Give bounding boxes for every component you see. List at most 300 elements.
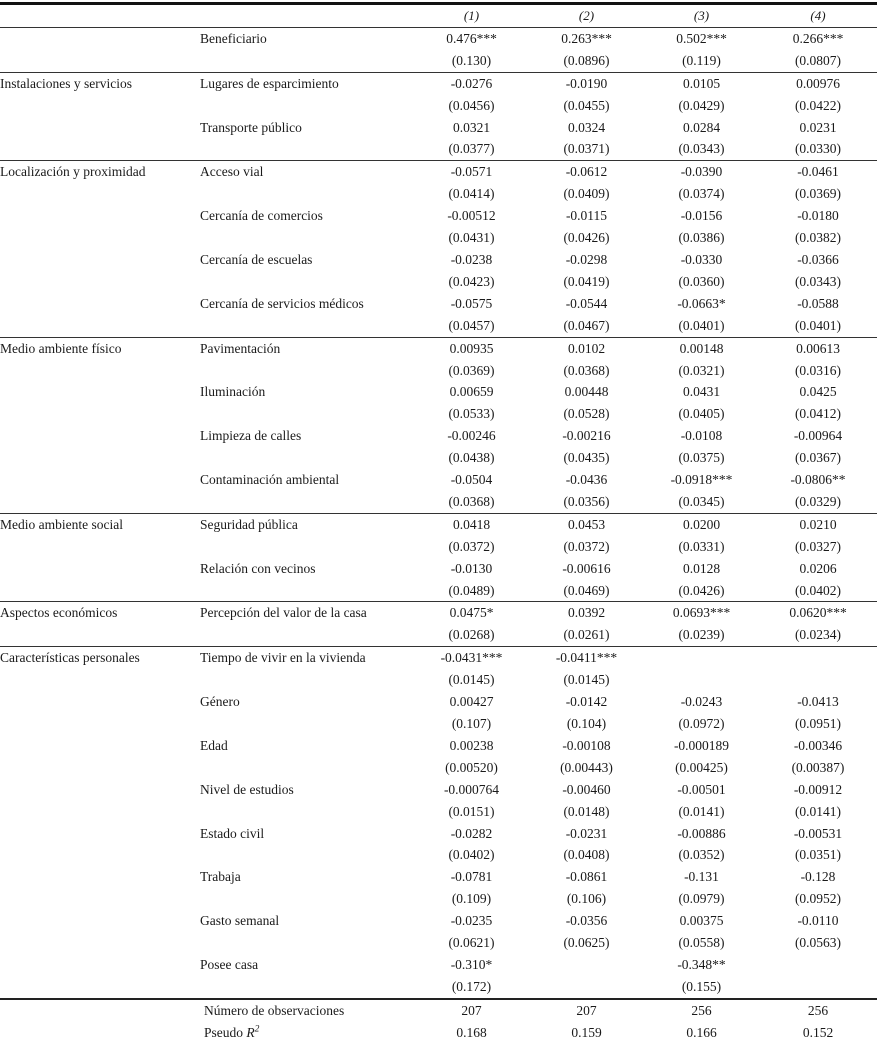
se-cell <box>644 669 759 691</box>
se-cell: (0.0141) <box>794 803 842 819</box>
coef-cell: -0.0110 <box>797 913 839 929</box>
coef-cell: -0.0190 <box>529 72 644 94</box>
coef-cell: 0.0128 <box>682 560 721 576</box>
section-label <box>0 910 200 932</box>
coef-cell <box>529 954 644 976</box>
coef-cell: -0.00501 <box>677 781 726 797</box>
coef-cell: -0.0282 <box>450 825 493 841</box>
coef-cell: 0.0324 <box>567 119 606 135</box>
footer-label-part: Pseudo <box>204 1024 247 1040</box>
coef-cell: 0.266*** <box>792 30 844 46</box>
se-cell: (0.0360) <box>678 273 725 289</box>
section-label-spacer <box>0 95 200 117</box>
variable-label-spacer <box>200 888 414 910</box>
coef-cell: 0.476*** <box>446 30 497 46</box>
se-row <box>0 844 877 866</box>
se-cell: (0.0368) <box>448 493 495 509</box>
se-cell: (0.0367) <box>794 450 842 466</box>
se-cell: (0.0369) <box>794 186 842 202</box>
coef-cell: -0.0243 <box>680 694 723 710</box>
se-row <box>0 976 877 999</box>
se-cell <box>759 976 877 999</box>
se-cell: (0.0401) <box>794 317 842 333</box>
column-header-4: (4) <box>810 8 826 23</box>
se-cell: (0.106) <box>566 891 607 907</box>
se-cell: (0.00387) <box>791 759 845 775</box>
variable-label: Iluminación <box>200 384 266 400</box>
variable-label: Cercanía de servicios médicos <box>200 295 364 311</box>
se-cell: (0.0456) <box>448 97 495 113</box>
se-cell: (0.0345) <box>678 493 725 509</box>
se-row <box>0 801 877 823</box>
variable-label-spacer <box>200 271 414 293</box>
coef-cell <box>644 647 759 669</box>
header-row <box>0 4 877 28</box>
se-cell: (0.00425) <box>675 759 728 775</box>
se-row <box>0 360 877 382</box>
coef-cell: 0.0693*** <box>644 602 759 624</box>
coef-cell: 0.0206 <box>799 560 837 576</box>
section-label-spacer <box>0 801 200 823</box>
section-label-spacer <box>0 844 200 866</box>
se-cell: (0.0321) <box>678 362 725 378</box>
coef-cell: -0.0142 <box>565 694 608 710</box>
variable-label: Edad <box>200 737 228 753</box>
coef-cell: -0.000189 <box>673 737 730 753</box>
section-label <box>0 469 200 491</box>
variable-label: Seguridad pública <box>200 513 414 535</box>
se-cell: (0.119) <box>682 52 721 68</box>
footer-value: 207 <box>414 999 529 1022</box>
se-row <box>0 403 877 425</box>
coef-cell: -0.0156 <box>680 208 723 224</box>
variable-label: Beneficiario <box>200 30 267 46</box>
se-row <box>0 271 877 293</box>
variable-label-spacer <box>200 844 414 866</box>
coef-cell: -0.00216 <box>562 428 611 444</box>
coef-cell: -0.131 <box>684 869 719 885</box>
se-cell: (0.0401) <box>678 317 725 333</box>
coef-cell: -0.00531 <box>793 825 843 841</box>
variable-label-spacer <box>200 713 414 735</box>
se-cell: (0.0438) <box>448 450 495 466</box>
se-cell <box>759 669 877 691</box>
section-label-spacer <box>0 669 200 691</box>
se-cell: (0.0426) <box>678 582 725 598</box>
section-label <box>0 249 200 271</box>
se-cell: (0.0352) <box>678 847 725 863</box>
se-row <box>0 713 877 735</box>
footer-value: 256 <box>759 999 877 1022</box>
se-cell: (0.155) <box>681 978 722 994</box>
coef-cell: -0.00512 <box>447 208 496 224</box>
se-cell: (0.0423) <box>448 273 495 289</box>
se-cell: (0.0402) <box>794 582 842 598</box>
variable-label-spacer <box>200 757 414 779</box>
variable-label-spacer <box>200 624 414 646</box>
se-cell: (0.0429) <box>678 97 725 113</box>
se-row <box>0 183 877 205</box>
coef-cell: -0.00912 <box>793 781 843 797</box>
se-row <box>0 491 877 513</box>
coef-cell: 0.0431 <box>682 384 721 400</box>
se-cell: (0.0327) <box>794 538 842 554</box>
se-cell: (0.0807) <box>794 52 842 68</box>
section-label <box>0 117 200 139</box>
coef-cell: -0.00346 <box>793 737 843 753</box>
variable-label-spacer <box>200 138 414 160</box>
se-row <box>0 315 877 337</box>
coef-row <box>0 337 877 359</box>
section-label: Medio ambiente social <box>0 513 200 535</box>
se-cell: (0.0402) <box>448 847 495 863</box>
se-cell: (0.0435) <box>563 450 610 466</box>
regression-table <box>0 2 877 1042</box>
se-cell: (0.0414) <box>448 186 495 202</box>
section-label-spacer <box>0 491 200 513</box>
coef-cell: -0.0366 <box>797 251 839 267</box>
coef-cell: 0.00427 <box>449 694 494 710</box>
variable-label: Cercanía de escuelas <box>200 251 313 267</box>
variable-label: Contaminación ambiental <box>200 472 340 488</box>
se-cell: (0.0261) <box>563 627 610 643</box>
coef-cell: -0.00616 <box>562 560 611 576</box>
variable-label-spacer <box>200 360 414 382</box>
footer-label-part: 2 <box>254 1024 260 1035</box>
se-cell: (0.0148) <box>563 803 610 819</box>
se-cell: (0.0405) <box>678 406 725 422</box>
coef-cell: -0.0130 <box>450 560 493 576</box>
se-cell: (0.0563) <box>794 935 842 951</box>
section-label-spacer <box>0 315 200 337</box>
section-label-spacer <box>0 403 200 425</box>
se-cell: (0.0369) <box>448 362 495 378</box>
coef-row <box>0 779 877 801</box>
coef-cell: -0.0461 <box>759 161 877 183</box>
variable-label: Género <box>200 694 240 710</box>
coef-cell: 0.0418 <box>414 513 529 535</box>
variable-label: Nivel de estudios <box>200 781 294 797</box>
coef-cell: -0.0276 <box>414 72 529 94</box>
header-spacer-variable <box>200 4 414 28</box>
coef-cell: 0.0105 <box>644 72 759 94</box>
coef-cell: -0.00246 <box>447 428 496 444</box>
coef-cell: -0.0575 <box>450 295 493 311</box>
se-cell: (0.172) <box>451 978 492 994</box>
se-cell: (0.0316) <box>794 362 842 378</box>
coef-cell: -0.000764 <box>443 781 500 797</box>
section-label <box>0 381 200 403</box>
coef-row <box>0 910 877 932</box>
coef-cell: -0.0806** <box>790 472 846 488</box>
coef-cell: -0.0612 <box>529 161 644 183</box>
section-label-spacer <box>0 271 200 293</box>
se-row <box>0 95 877 117</box>
se-cell: (0.0422) <box>794 97 842 113</box>
se-row <box>0 536 877 558</box>
coef-cell: 0.0102 <box>529 337 644 359</box>
se-cell: (0.0375) <box>678 450 725 466</box>
coef-cell: -0.0298 <box>565 251 608 267</box>
coef-row <box>0 469 877 491</box>
variable-label: Acceso vial <box>200 161 414 183</box>
section-label-spacer <box>0 227 200 249</box>
section-label: Medio ambiente físico <box>0 337 200 359</box>
section-label <box>0 866 200 888</box>
variable-label-spacer <box>200 491 414 513</box>
se-cell: (0.0234) <box>794 627 842 643</box>
section-label-spacer <box>0 624 200 646</box>
variable-label: Limpieza de calles <box>200 428 302 444</box>
coef-row <box>0 954 877 976</box>
coef-cell: -0.0504 <box>450 472 493 488</box>
coef-cell: 0.0453 <box>529 513 644 535</box>
variable-label: Estado civil <box>200 825 265 841</box>
section-label <box>0 735 200 757</box>
se-cell: (0.107) <box>451 716 492 731</box>
coef-row <box>0 558 877 580</box>
se-cell: (0.0151) <box>448 803 495 819</box>
table-header <box>0 4 877 28</box>
variable-label-spacer <box>200 183 414 205</box>
se-cell: (0.0419) <box>563 273 610 289</box>
se-row <box>0 138 877 160</box>
variable-label: Percepción del valor de la casa <box>200 602 414 624</box>
se-cell: (0.0528) <box>563 406 610 422</box>
variable-label: Transporte público <box>200 119 302 135</box>
variable-label: Pavimentación <box>200 337 414 359</box>
coef-cell: 0.0200 <box>644 513 759 535</box>
se-cell: (0.0972) <box>678 716 725 731</box>
column-header-3: (3) <box>693 8 710 23</box>
section-label-spacer <box>0 183 200 205</box>
coef-row <box>0 117 877 139</box>
se-cell: (0.0356) <box>563 493 610 509</box>
se-row <box>0 580 877 602</box>
variable-label-spacer <box>200 669 414 691</box>
footer-label <box>200 1022 414 1042</box>
section-label-spacer <box>0 976 200 999</box>
se-row <box>0 624 877 646</box>
se-cell: (0.0371) <box>563 141 610 157</box>
coef-cell: 0.0321 <box>452 119 491 135</box>
se-cell: (0.0896) <box>563 52 610 68</box>
se-cell: (0.0489) <box>448 582 495 598</box>
table-footer <box>0 999 877 1042</box>
coef-cell: 0.00448 <box>564 384 609 400</box>
se-cell: (0.130) <box>451 52 492 68</box>
coef-row <box>0 735 877 757</box>
coef-cell: -0.00460 <box>562 781 611 797</box>
coef-row <box>0 205 877 227</box>
se-cell: (0.0331) <box>678 538 725 554</box>
coef-cell: -0.00886 <box>677 825 726 841</box>
coef-cell: -0.00964 <box>793 428 843 444</box>
se-cell: (0.0329) <box>794 493 842 509</box>
coef-cell: -0.0330 <box>680 251 723 267</box>
section-label <box>0 823 200 845</box>
coef-cell: -0.0588 <box>797 295 839 311</box>
footer-value: 256 <box>644 999 759 1022</box>
coef-cell: -0.0431*** <box>414 647 529 669</box>
coef-cell: -0.348** <box>677 956 726 972</box>
coef-cell: 0.00976 <box>759 72 877 94</box>
coef-cell: -0.0108 <box>680 428 723 444</box>
coef-cell: 0.263*** <box>561 30 612 46</box>
se-cell: (0.0469) <box>563 582 610 598</box>
footer-spacer <box>0 999 200 1022</box>
variable-label-spacer <box>200 315 414 337</box>
section-label <box>0 27 200 49</box>
footer-value: 0.168 <box>456 1024 487 1040</box>
footer-value: 0.152 <box>802 1024 834 1040</box>
se-cell: (0.0455) <box>563 97 610 113</box>
coef-cell: -0.0781 <box>450 869 493 885</box>
variable-label: Posee casa <box>200 956 259 972</box>
coef-cell: 0.0210 <box>759 513 877 535</box>
coef-cell: -0.0861 <box>565 869 608 885</box>
coef-row <box>0 381 877 403</box>
coef-row <box>0 72 877 94</box>
coef-row <box>0 513 877 535</box>
coef-cell: -0.0115 <box>565 208 608 224</box>
column-header-1: (1) <box>463 8 480 23</box>
footer-row <box>0 1022 877 1042</box>
se-cell: (0.0625) <box>563 935 610 951</box>
se-row <box>0 447 877 469</box>
section-label-spacer <box>0 888 200 910</box>
se-row <box>0 757 877 779</box>
variable-label: Trabaja <box>200 869 241 885</box>
variable-label: Relación con vecinos <box>200 560 316 576</box>
coef-cell: -0.0571 <box>414 161 529 183</box>
footer-spacer <box>0 1022 200 1042</box>
coef-cell: -0.128 <box>800 869 836 885</box>
se-cell: (0.00443) <box>560 759 613 775</box>
se-cell: (0.0382) <box>794 230 842 246</box>
coef-cell: -0.0180 <box>797 208 839 224</box>
se-cell: (0.0412) <box>794 406 842 422</box>
coef-row <box>0 27 877 49</box>
variable-label-spacer <box>200 95 414 117</box>
section-label-spacer <box>0 138 200 160</box>
se-cell: (0.0951) <box>794 716 842 731</box>
se-cell: (0.0145) <box>448 672 495 688</box>
coef-cell: -0.00108 <box>562 737 611 753</box>
variable-label: Gasto semanal <box>200 913 280 929</box>
section-label <box>0 558 200 580</box>
section-label <box>0 691 200 713</box>
se-cell: (0.0533) <box>448 406 495 422</box>
coef-cell: -0.0663* <box>677 295 726 311</box>
coef-row <box>0 602 877 624</box>
se-cell: (0.0268) <box>448 627 495 643</box>
se-cell: (0.0457) <box>448 317 495 333</box>
se-cell: (0.0372) <box>563 538 610 554</box>
se-cell: (0.0351) <box>794 847 842 863</box>
section-label <box>0 425 200 447</box>
variable-label-spacer <box>200 976 414 999</box>
se-cell: (0.0952) <box>794 891 842 907</box>
section-label-spacer <box>0 757 200 779</box>
coef-cell: 0.00935 <box>414 337 529 359</box>
se-cell: (0.0408) <box>563 847 610 863</box>
coef-row <box>0 161 877 183</box>
coef-cell: -0.0544 <box>565 295 608 311</box>
coef-cell: -0.0436 <box>565 472 608 488</box>
se-row <box>0 669 877 691</box>
se-row <box>0 888 877 910</box>
coef-cell: -0.0356 <box>565 913 608 929</box>
se-cell <box>529 976 644 999</box>
coef-cell: -0.0231 <box>565 825 608 841</box>
section-label <box>0 205 200 227</box>
section-label-spacer <box>0 580 200 602</box>
section-label: Características personales <box>0 647 200 669</box>
se-cell: (0.104) <box>566 716 607 731</box>
se-cell: (0.0330) <box>794 141 842 157</box>
section-label-spacer <box>0 50 200 72</box>
coef-cell: 0.0284 <box>682 119 721 135</box>
se-row <box>0 50 877 72</box>
coef-cell: 0.00238 <box>449 737 494 753</box>
footer-row <box>0 999 877 1022</box>
se-cell: (0.0343) <box>678 141 725 157</box>
se-cell: (0.109) <box>451 891 492 907</box>
footer-label: Número de observaciones <box>200 999 414 1022</box>
footer-value: 0.166 <box>686 1024 717 1040</box>
coef-cell <box>759 954 877 976</box>
footer-value: 0.159 <box>571 1024 602 1040</box>
se-cell: (0.0409) <box>563 186 610 202</box>
coef-cell: 0.00375 <box>679 913 724 929</box>
se-cell: (0.0621) <box>448 935 495 951</box>
coef-cell: 0.00613 <box>759 337 877 359</box>
coef-cell: -0.0238 <box>450 251 493 267</box>
section-label: Instalaciones y servicios <box>0 72 200 94</box>
coef-cell: 0.502*** <box>676 30 727 46</box>
coef-cell: 0.0425 <box>799 384 837 400</box>
coef-row <box>0 647 877 669</box>
coef-row <box>0 823 877 845</box>
se-cell: (0.00520) <box>445 759 498 775</box>
header-spacer-section <box>0 4 200 28</box>
footer-label-part: R <box>246 1024 255 1040</box>
se-cell: (0.0431) <box>448 230 495 246</box>
variable-label-spacer <box>200 932 414 954</box>
variable-label: Tiempo de vivir en la vivienda <box>200 647 414 669</box>
coef-cell: -0.0413 <box>797 694 839 710</box>
coef-cell: -0.0235 <box>450 913 493 929</box>
se-cell: (0.0239) <box>678 627 725 643</box>
variable-label-spacer <box>200 50 414 72</box>
se-cell: (0.0377) <box>448 141 495 157</box>
section-label-spacer <box>0 360 200 382</box>
se-cell: (0.0145) <box>563 672 610 688</box>
se-cell: (0.0374) <box>678 186 725 202</box>
se-cell: (0.0558) <box>678 935 725 951</box>
variable-label-spacer <box>200 801 414 823</box>
variable-label: Cercanía de comercios <box>200 208 323 224</box>
se-cell: (0.0343) <box>794 273 842 289</box>
table-body <box>0 27 877 998</box>
coef-row <box>0 249 877 271</box>
coef-cell: -0.0390 <box>644 161 759 183</box>
se-cell: (0.0386) <box>678 230 725 246</box>
coef-cell: 0.0620*** <box>759 602 877 624</box>
section-label-spacer <box>0 447 200 469</box>
section-label-spacer <box>0 536 200 558</box>
